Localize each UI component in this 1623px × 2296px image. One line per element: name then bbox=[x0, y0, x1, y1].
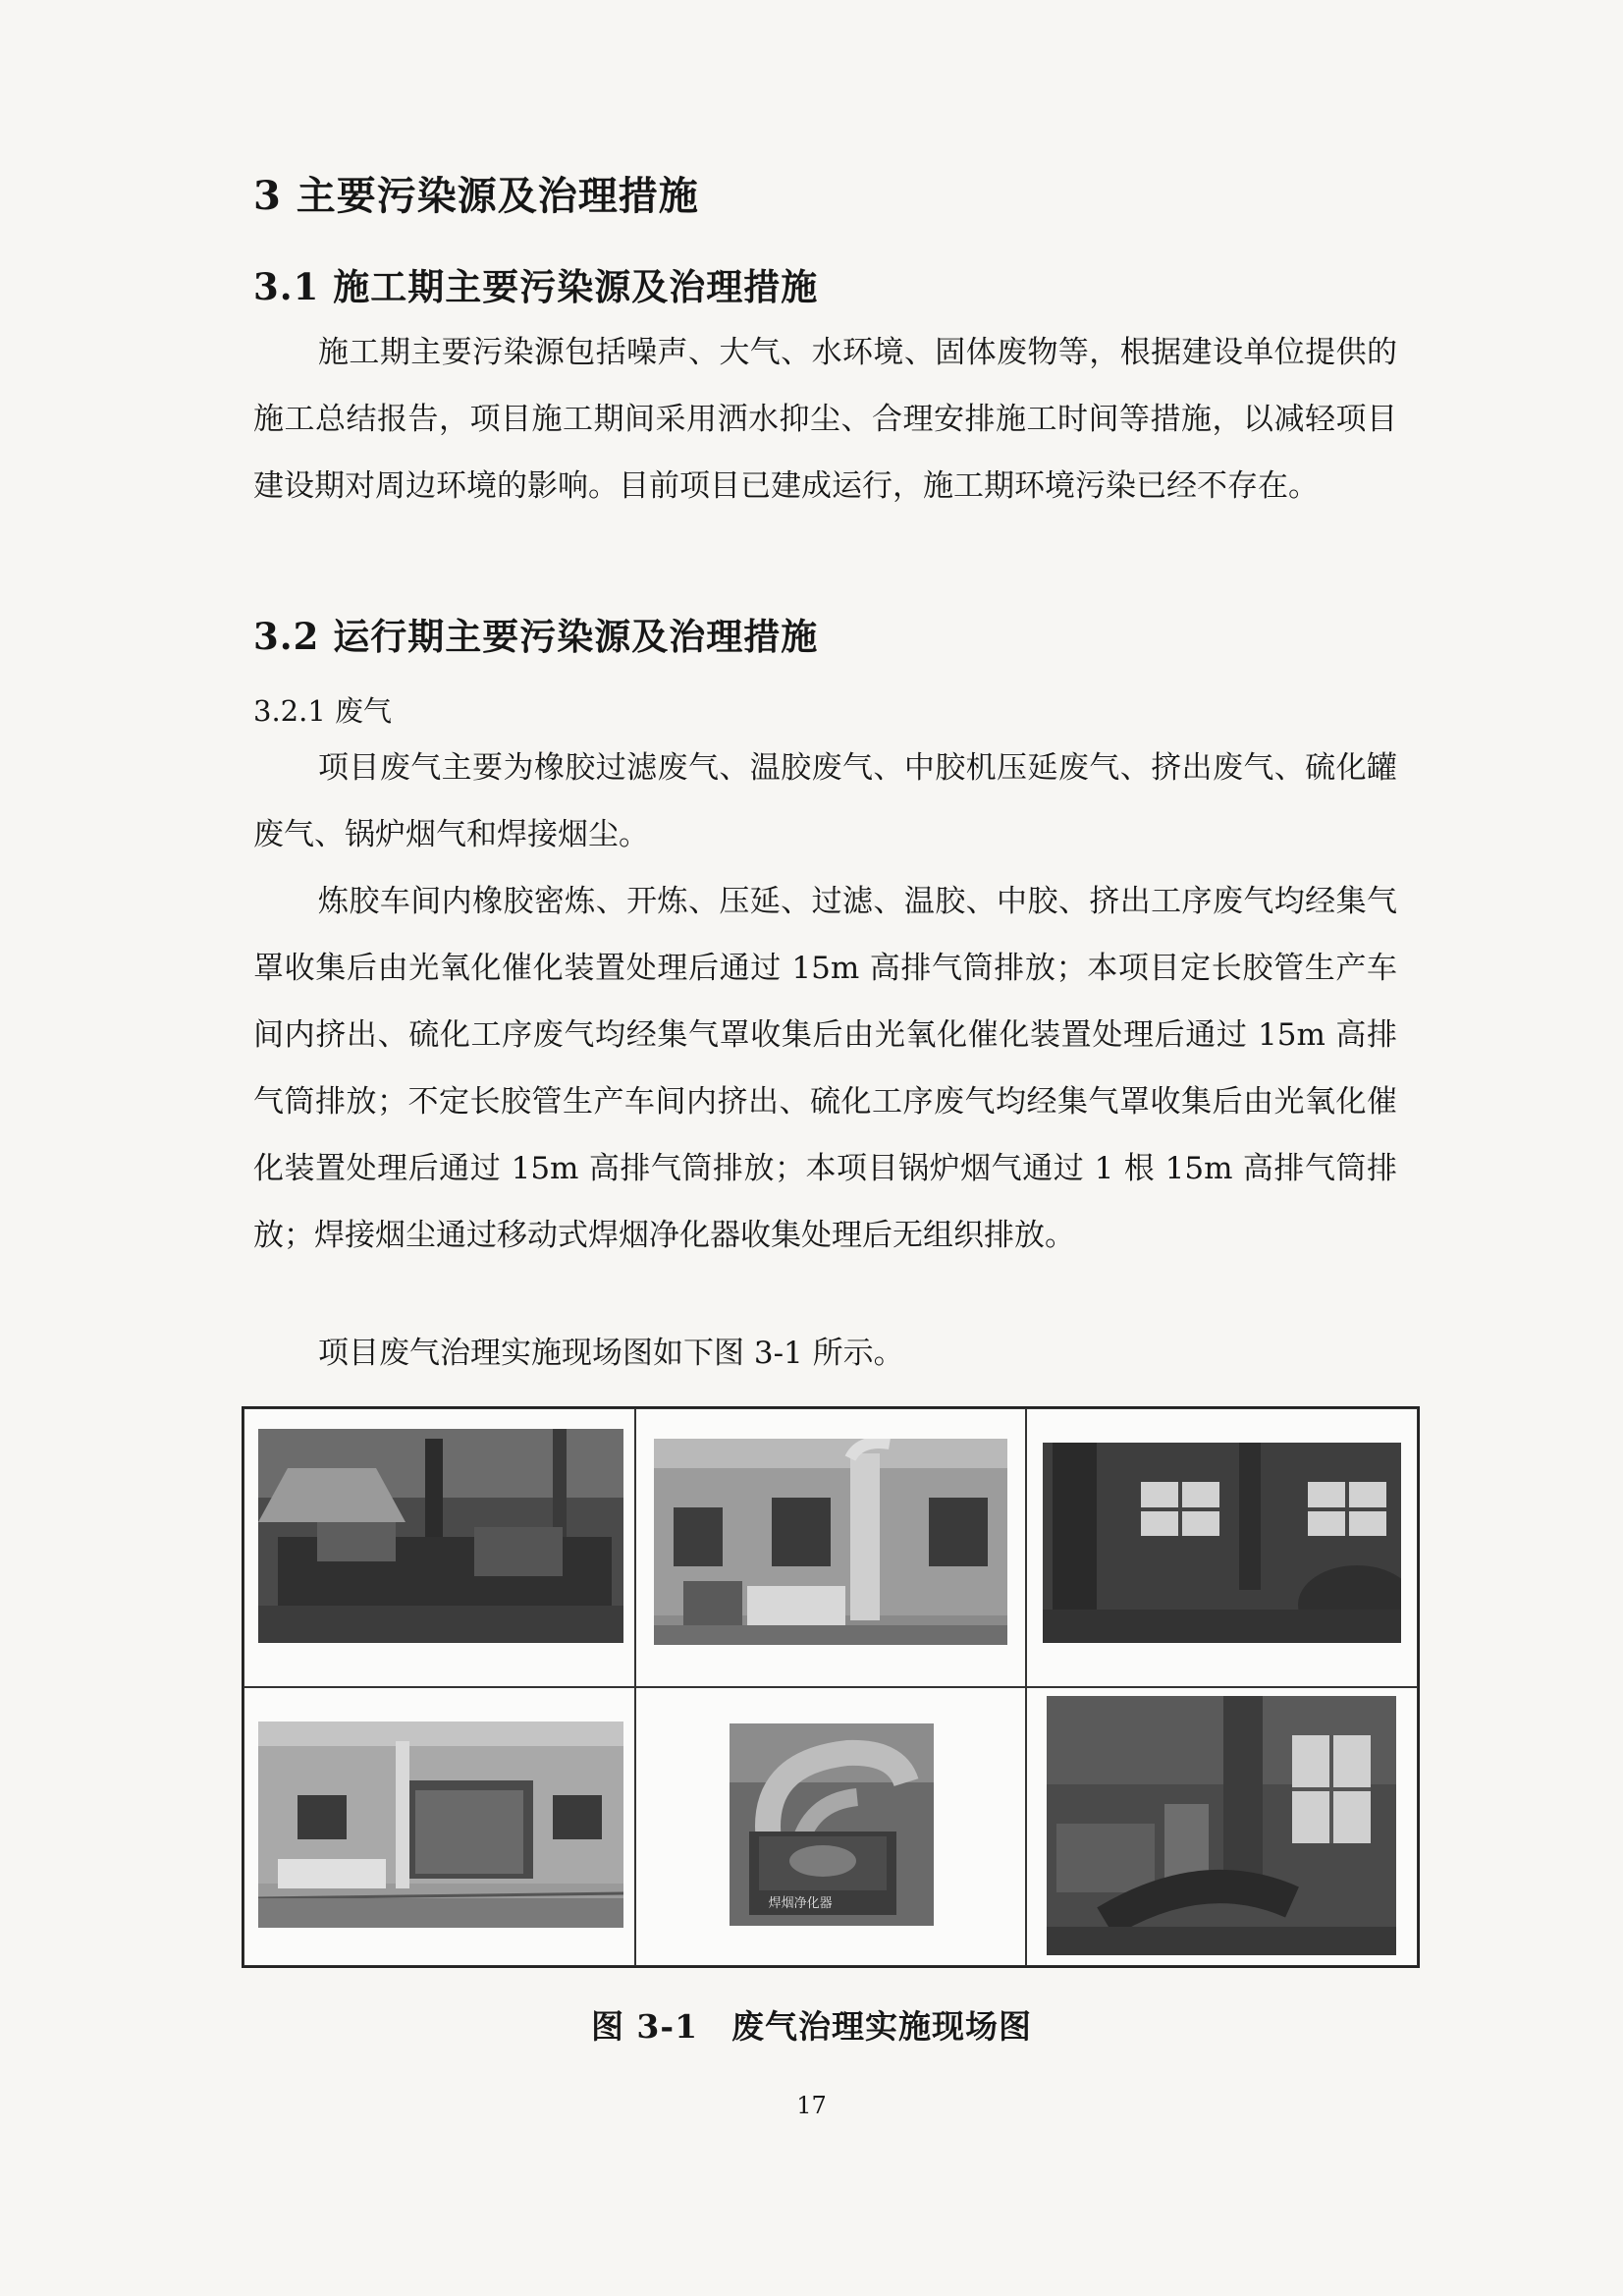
figure-caption bbox=[0, 2001, 1623, 2048]
paragraph-exhaust-overview: 项目废气主要为橡胶过滤废气、温胶废气、中胶机压延废气、挤出废气、硫化罐废气、锅炉烟气和焊接烟尘。 bbox=[253, 750, 1397, 852]
photo-outdoor-ducts bbox=[654, 1439, 1007, 1645]
photo-interior-windows bbox=[1043, 1443, 1401, 1643]
purifier-label: 焊烟净化器 bbox=[768, 1896, 833, 1911]
photo-factory-exterior bbox=[258, 1722, 623, 1928]
figure-title: 废气治理实施现场图 bbox=[731, 2007, 1033, 2046]
subsection-heading-3-2-1: 3.2.1 废气 bbox=[253, 694, 393, 728]
section-heading-3-1: 3.1 施工期主要污染源及治理措施 bbox=[253, 265, 819, 308]
section-heading-3-2: 3.2 运行期主要污染源及治理措施 bbox=[253, 615, 819, 658]
photo-cell-2 bbox=[635, 1408, 1027, 1687]
photo-welding-fume-purifier bbox=[730, 1723, 934, 1926]
chapter-title: 3 主要污染源及治理措施 bbox=[253, 173, 699, 219]
figure-number: 图 3-1 bbox=[590, 2007, 699, 2046]
paragraph-figure-reference: 项目废气治理实施现场图如下图 3-1 所示。 bbox=[318, 1336, 904, 1371]
photo-cell-4 bbox=[243, 1687, 635, 1966]
figure-photo-grid bbox=[242, 1406, 1420, 1968]
photo-boiler-room bbox=[1047, 1696, 1396, 1955]
photo-cell-6 bbox=[1026, 1687, 1418, 1966]
photo-cell-5 bbox=[635, 1687, 1027, 1966]
paragraph-exhaust-treatment: 炼胶车间内橡胶密炼、开炼、压延、过滤、温胶、中胶、挤出工序废气均经集气罩收集后由光氧化催化装置处理后通过 15m 高排气筒排放；本项目定长胶管生产车间内挤出、硫化工序废气均经集气罩收集后由光氧化催化装置处理后通过 15m 高排气筒排放；不定长胶管生产车间内挤出、硫化工序废气均经集气罩收集后由光氧化催化装置处理后通过 15m 高排气筒排放；本项目锅炉烟气通过 1 根 15m 高排气筒排放；焊接烟尘通过移动式焊烟净化器收集处理后无组织排放。 bbox=[253, 884, 1397, 1253]
paragraph-construction-period: 施工期主要污染源包括噪声、大气、水环境、固体废物等，根据建设单位提供的施工总结报告，项目施工期间采用洒水抑尘、合理安排施工时间等措施，以减轻项目建设期对周边环境的影响。目前项目已建成运行，施工期环境污染已经不存在。 bbox=[253, 335, 1397, 504]
photo-workshop-hoods bbox=[258, 1429, 623, 1643]
photo-cell-3 bbox=[1026, 1408, 1418, 1687]
photo-cell-1 bbox=[243, 1408, 635, 1687]
page-number: 17 bbox=[796, 2092, 827, 2119]
